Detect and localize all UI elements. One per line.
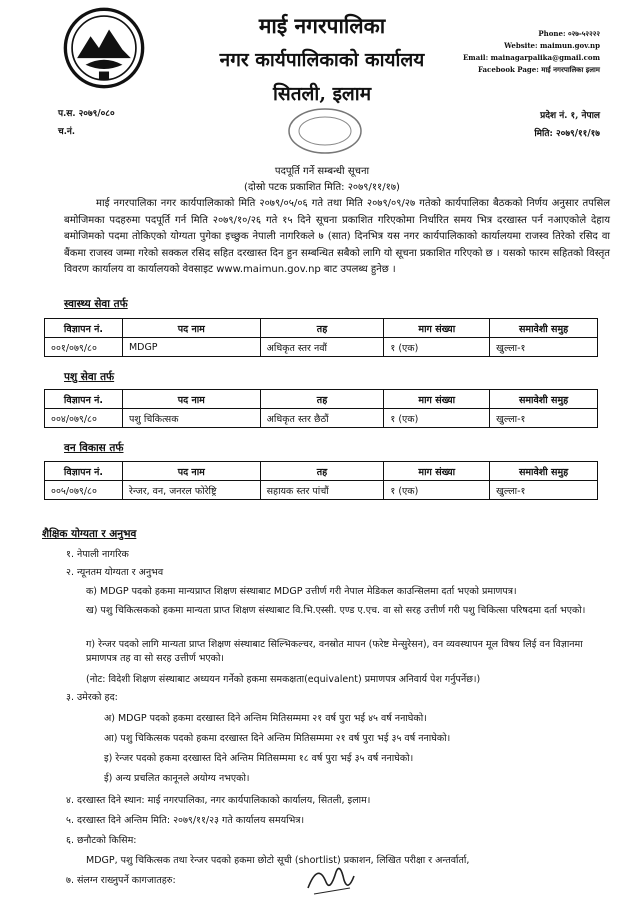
col-header-post-name: पद नाम	[122, 462, 260, 481]
col-header-inclusive-group: समावेशी समुह	[490, 390, 598, 409]
required-documents-heading: ७. संलग्न राख्नुपर्ने कागजातहरु:	[66, 875, 176, 886]
cell-ad-number: ००४/०७९/८०	[45, 409, 123, 428]
header-title-municipality: माई नगरपालिका	[258, 13, 386, 38]
letter-date: मिति: २०७९/११/१७	[534, 129, 600, 139]
age-limit-other: ई) अन्य प्रचलित कानूनले अयोग्य नभएको।	[104, 773, 250, 784]
notice-paragraph: माई नगरपालिका नगर कार्यपालिकाको मिति २०७९/०५/०६ गते तथा मिति २०७९/०९/२७ गतेको कार्यपालिका बैठकको निर्णय अनुसार तपसिल बमोजिमका पदहरुमा पदपूर्ति गर्न मिति २०७९/१०/२६ गते १५ दिने सूचना प्रकाशित गरिएकोमा निर्धारित समय भित्र दरखास्त पर्न नआएकोले देहाय बमोजिमको पदमा तोकिएको योग्यता पुगेका इच्छुक नेपाली नागरिकले ७ (सात) दिनभित्र यस नगर कार्यपालिकाको कार्यालयमा राजस्व तिरेको रसिद वा बैंकमा राजस्व जम्मा गरेको सक्कल रसिद सहित दरखास्त दिन हुन सम्बन्धित सबैको लागि यो सूचना प्रकाशित गरिएको छ । यसको फारम सहितको विस्तृत विवरण कार्यालय वा कार्यालयको वेवसाइट www.maimun.gov.np बाट उपलब्ध हुनेछ ।	[64, 198, 610, 275]
table-row	[45, 481, 598, 500]
cell-post-name: रेन्जर, वन, जनरल फोरेष्ट्रि	[122, 481, 260, 500]
age-limit-veterinary: आ) पशु चिकित्सक पदको हकमा दरखास्त दिने अन्तिम मितिसम्ममा २१ वर्ष पुरा भई ३५ वर्ष ननाघेको।	[104, 733, 451, 744]
requirement-citizen: १. नेपाली नागरिक	[66, 549, 129, 560]
cell-inclusive-group: खुल्ला-१	[490, 481, 598, 500]
requirement-age-limit: ३. उमेरको हद:	[66, 692, 118, 703]
cell-post-name: पशु चिकित्सक	[122, 409, 260, 428]
education-heading: शैक्षिक योग्यता र अनुभव	[42, 528, 137, 540]
section-title-veterinary: पशु सेवा तर्फ	[64, 371, 115, 383]
qualification-ranger: ग) रेन्जर पदको लागि मान्यता प्राप्त शिक्षण संस्थाबाट सिल्भिकल्चर, वनस्रोत मापन (फरेष्ट मेन्सुरेसन), वन व्यवस्थापन मूल विषय लिई वन विज्ञानमा प्रमाणपत्र तह वा सो सरह उत्तीर्ण भएको।	[86, 639, 583, 664]
cell-ad-number: ००१/०७९/८०	[45, 338, 123, 357]
cell-inclusive-group: खुल्ला-१	[490, 409, 598, 428]
cell-demand-count: १ (एक)	[384, 338, 490, 357]
contact-phone: Phone: ०२७-५२२२२	[538, 29, 600, 38]
contact-website: Website: maimun.gov.np	[504, 41, 600, 50]
col-header-inclusive-group: समावेशी समुह	[490, 319, 598, 338]
cell-level: अधिकृत स्तर छैठौं	[260, 409, 384, 428]
col-header-demand-count: माग संख्या	[384, 390, 490, 409]
cell-inclusive-group: खुल्ला-१	[490, 338, 598, 357]
qualification-veterinary: ख) पशु चिकित्सकको हकमा मान्यता प्राप्त शिक्षण संस्थाबाट वि.भि.एस्सी. एण्ड ए.एच. वा सो सरह उत्तीर्ण गरी पशु चिकित्सा परिषदमा दर्ता भएको।	[86, 605, 586, 616]
signature-icon	[300, 858, 360, 898]
province-label: प्रदेश नं. १, नेपाल	[540, 111, 600, 121]
table-header-row	[45, 319, 598, 338]
col-header-demand-count: माग संख्या	[384, 462, 490, 481]
col-header-level: तह	[260, 462, 384, 481]
table-header-row	[45, 462, 598, 481]
selection-method-detail: MDGP, पशु चिकित्सक तथा रेन्जर पदको हकमा छोटो सूची (shortlist) प्रकाशन, लिखित परीक्षा र अन्तर्वार्ता,	[86, 855, 470, 866]
notice-title: पदपूर्ति गर्ने सम्बन्धी सूचना	[274, 166, 370, 177]
letter-number: प.स. २०७९/०८०	[58, 109, 115, 119]
col-header-ad-number: विज्ञापन नं.	[45, 390, 123, 409]
requirement-min-qualification: २. न्यूनतम योग्यता र अनुभव	[66, 567, 164, 578]
contact-email: Email: mainagarpalika@gmail.com	[462, 53, 600, 62]
table-header-row	[45, 390, 598, 409]
col-header-level: तह	[260, 390, 384, 409]
table-row	[45, 338, 598, 357]
post-table-veterinary	[44, 389, 598, 428]
cell-level: अधिकृत स्तर नवौं	[260, 338, 384, 357]
col-header-level: तह	[260, 319, 384, 338]
col-header-post-name: पद नाम	[122, 390, 260, 409]
col-header-ad-number: विज्ञापन नं.	[45, 462, 123, 481]
cell-demand-count: १ (एक)	[384, 481, 490, 500]
header-title-office: नगर कार्यपालिकाको कार्यालय	[219, 49, 425, 71]
section-title-forest: वन विकास तर्फ	[64, 442, 124, 454]
post-table-forest	[44, 461, 598, 500]
post-table-health	[44, 318, 598, 357]
col-header-ad-number: विज्ञापन नं.	[45, 319, 123, 338]
header-title-location: सितली, इलाम	[272, 83, 372, 105]
cell-post-name: MDGP	[122, 338, 260, 357]
cell-demand-count: १ (एक)	[384, 409, 490, 428]
contact-facebook: Facebook Page: माई नगरपालिका इलाम	[477, 65, 600, 74]
application-place: ४. दरखास्त दिने स्थान: माई नगरपालिका, नगर कार्यपालिकाको कार्यालय, सितली, इलाम।	[66, 795, 371, 806]
cell-level: सहायक स्तर पांचौं	[260, 481, 384, 500]
cell-ad-number: ००५/०७९/८०	[45, 481, 123, 500]
notice-subtitle: (दोस्रो पटक प्रकाशित मिति: २०७९/११/१७)	[244, 182, 400, 193]
application-deadline: ५. दरखास्त दिने अन्तिम मिति: २०७९/११/२३ गते कार्यालय समयभित्र।	[66, 815, 305, 826]
age-limit-mdgp: अ) MDGP पदको हकमा दरखास्त दिने अन्तिम मितिसम्ममा २१ वर्ष पुरा भई ४५ वर्ष ननाघेको।	[104, 713, 427, 724]
qualification-mdgp: क) MDGP पदको हकमा मान्यप्राप्त शिक्षण संस्थाबाट MDGP उत्तीर्ण गरी नेपाल मेडिकल काउन्सिलमा दर्ता भएको प्रमाणपत्र।	[86, 586, 517, 597]
section-title-health: स्वास्थ्य सेवा तर्फ	[64, 298, 128, 310]
age-limit-ranger: इ) रेन्जर पदको हकमा दरखास्त दिने अन्तिम मितिसम्ममा १८ वर्ष पुरा भई ३५ वर्ष ननाघेको।	[104, 753, 414, 764]
dispatch-number: च.नं.	[58, 127, 75, 137]
col-header-inclusive-group: समावेशी समुह	[490, 462, 598, 481]
office-stamp-icon	[285, 106, 365, 156]
selection-method-heading: ६. छनौटको किसिम:	[66, 835, 137, 846]
table-row	[45, 409, 598, 428]
col-header-demand-count: माग संख्या	[384, 319, 490, 338]
qualification-note: (नोट: विदेशी शिक्षण संस्थाबाट अध्ययन गर्नेको हकमा समकक्षता(equivalent) प्रमाणपत्र अनिवार्य पेश गर्नुपर्नेछ।)	[86, 674, 481, 685]
col-header-post-name: पद नाम	[122, 319, 260, 338]
contact-block	[430, 28, 600, 76]
